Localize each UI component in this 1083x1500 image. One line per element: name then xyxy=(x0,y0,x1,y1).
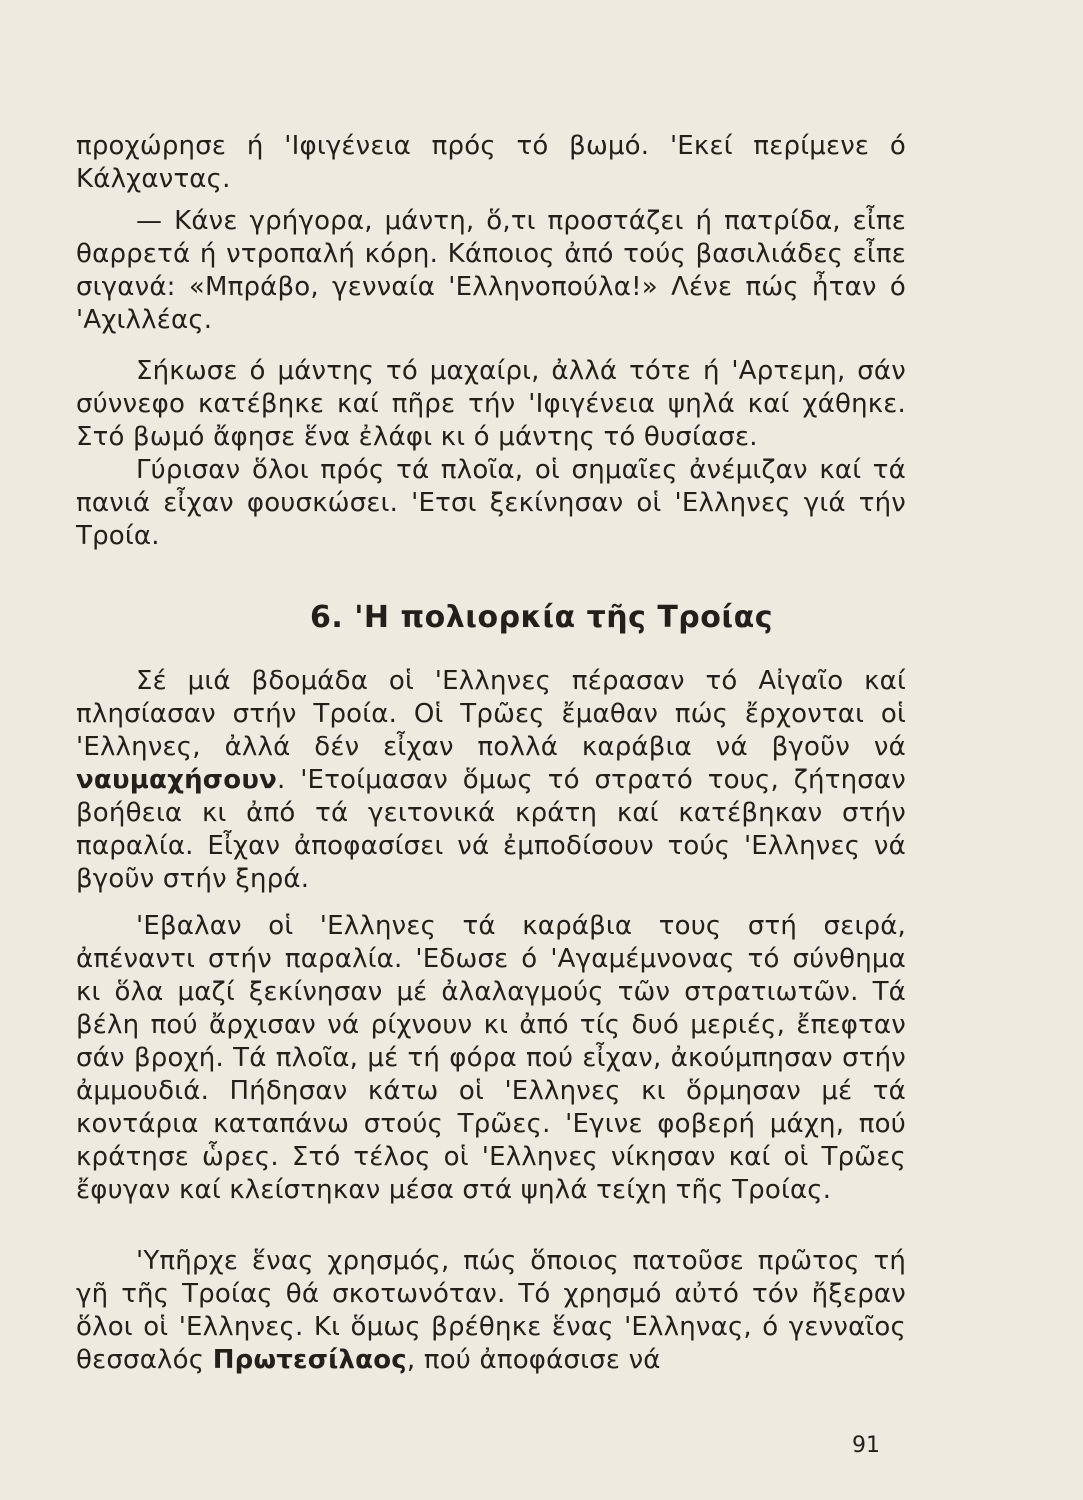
oracle-text-part2: , πού ἀποφάσισε νά xyxy=(406,1345,661,1375)
section-heading: 6. 'Η πολιορκία τῆς Τροίας xyxy=(310,600,773,635)
dialogue-paragraph: — Κάνε γρήγορα, μάντη, ὅ,τι προστάζει ή πατρίδα, εἶπε θαρρετά ή ντροπαλή κόρη. Κάποιος ἀπό τούς βασιλιάδες εἶπε σιγανά: «Μπράβο, γενναία 'Ελληνοπούλα!» Λένε πώς ἦταν ό 'Αχιλλέας. xyxy=(76,206,906,335)
siege-text-part2: . 'Ετοίμασαν ὅμως τό στρατό τους, ζήτησαν βοήθεια κι ἀπό τά γειτονικά κράτη καί κατέβηκαν στήν παραλία. Εἶχαν ἀποφασίσει νά ἐμποδίσουν τούς 'Ελληνες νά βγοῦν στήν ξηρά. xyxy=(76,765,906,894)
sacrifice-paragraph: Σήκωσε ό μάντης τό μαχαίρι, ἀλλά τότε ή 'Αρτεμη, σάν σύννεφο κατέβηκε καί πῆρε τήν 'Ιφιγένεια ψηλά καί χάθηκε. Στό βωμό ἄφησε ἕνα ἐλάφι κι ό μάντης τό θυσίασε. xyxy=(76,356,906,452)
oracle-paragraph-block xyxy=(76,1245,906,1377)
sacrifice-paragraph-block xyxy=(76,355,906,553)
siege-bold-word: ναυμαχήσουν xyxy=(76,765,277,795)
battle-paragraph: 'Εβαλαν οἱ 'Ελληνες τά καράβια τους στή σειρά, ἀπέναντι στήν παραλία. 'Εδωσε ό 'Αγαμέμνονας τό σύνθημα κι ὅλα μαζί ξεκίνησαν μέ ἀλαλαγμούς τῶν στρατιωτῶν. Τά βέλη πού ἄρχισαν νά ρίχνουν κι ἀπό τίς δυό μεριές, ἔπεφταν σάν βροχή. Τά πλοῖα, μέ τή φόρα πού εἶχαν, ἀκούμπησαν στήν ἀμμουδιά. Πήδησαν κάτω οἱ 'Ελληνες κι ὅρμησαν μέ τά κοντάρια καταπάνω στούς Τρῶες. 'Εγινε φοβερή μάχη, πού κράτησε ὧρες. Στό τέλος οἱ 'Ελληνες νίκησαν καί οἱ Τρῶες ἔφυγαν καί κλείστηκαν μέσα στά ψηλά τείχη τῆς Τροίας. xyxy=(76,911,906,1205)
dialogue-paragraph-block xyxy=(76,205,906,337)
page-number: 91 xyxy=(852,1433,880,1458)
oracle-text-part1: 'Υπῆρχε ἕνας χρησμός, πώς ὅποιος πατοῦσε πρῶτος τή γῆ τῆς Τροίας θά σκοτωνόταν. Τό χρησμό αὐτό τόν ἤξεραν ὅλοι οἱ 'Ελληνες. Κι ὅμως βρέθηκε ἕνας 'Ελληνας, ό γενναῖος θεσσαλός xyxy=(76,1246,906,1375)
siege-text-part1: Σέ μιά βδομάδα οἱ 'Ελληνες πέρασαν τό Αἰγαῖο καί πλησίασαν στήν Τροία. Οἱ Τρῶες ἔμαθαν πώς ἔρχονται οἱ 'Ελληνες, ἀλλά δέν εἶχαν πολλά καράβια νά βγοῦν νά xyxy=(76,666,906,762)
intro-paragraph: προχώρησε ή 'Ιφιγένεια πρός τό βωμό. 'Εκεί περίμενε ό Κάλχαντας. xyxy=(76,131,906,194)
intro-paragraph-block xyxy=(76,130,906,196)
oracle-paragraph xyxy=(76,1245,906,1377)
oracle-bold-name: Πρωτεσίλαος xyxy=(212,1345,407,1375)
return-paragraph: Γύρισαν ὅλοι πρός τά πλοῖα, οἱ σημαῖες ἀνέμιζαν καί τά πανιά εἶχαν φουσκώσει. 'Ετσι ξεκίνησαν οἱ 'Ελληνες γιά τήν Τροία. xyxy=(76,455,906,551)
siege-paragraph xyxy=(76,665,906,896)
battle-paragraph-block xyxy=(76,910,906,1207)
siege-paragraph-block xyxy=(76,665,906,896)
